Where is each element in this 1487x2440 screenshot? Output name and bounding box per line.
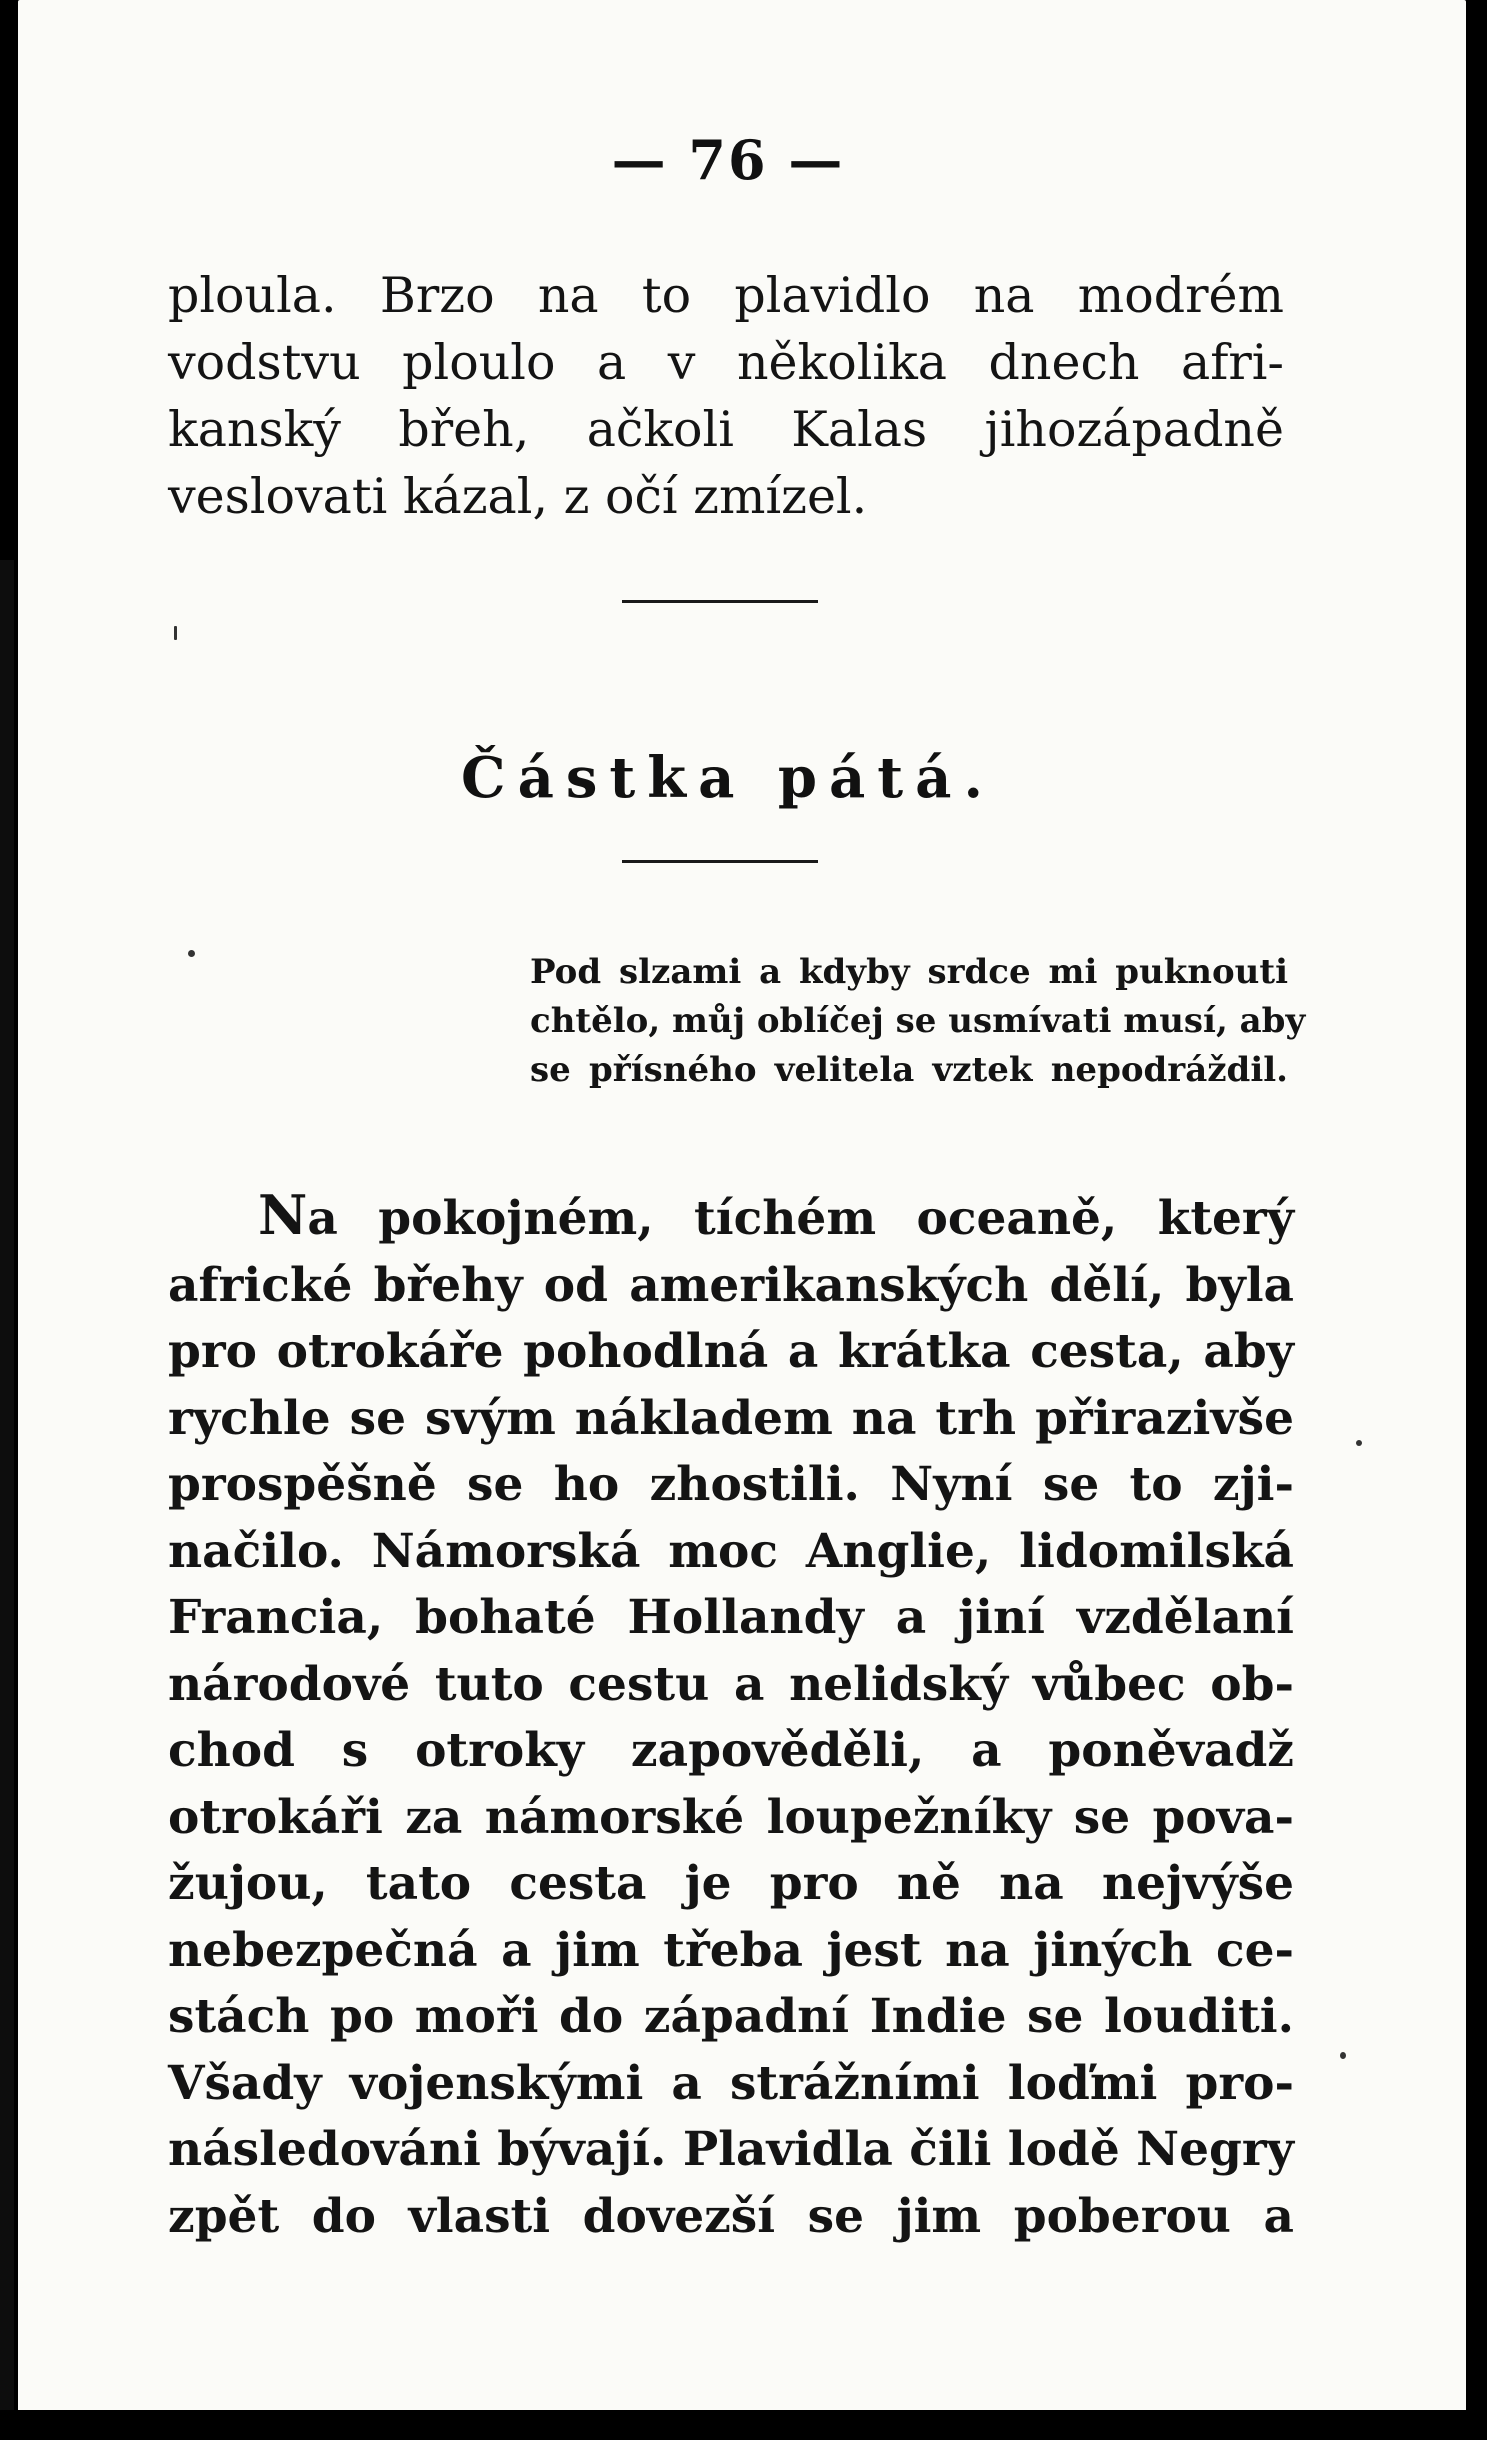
opening-paragraph [168, 262, 1284, 530]
section-divider-top [622, 600, 818, 603]
scan-edge-bottom [0, 2410, 1487, 2440]
text-line [168, 1182, 1294, 1253]
motto-line: chtělo, můj oblíčej se usmívati musí, aby [530, 1001, 1306, 1041]
main-paragraph [168, 1182, 1294, 2250]
scan-edge-left [0, 560, 14, 2440]
text-line: národové tuto cestu a nelidský vůbec ob- [168, 1656, 1294, 1712]
text-line: načilo. Námorská moc Anglie, lidomilská [168, 1523, 1294, 1579]
text-line: kanský břeh, ačkoli Kalas jihozápadně [168, 401, 1284, 458]
text-line: otrokáři za námorské loupežníky se pova- [168, 1789, 1294, 1845]
text-line: chod s otroky zapověděli, a poněvadž [168, 1723, 1294, 1778]
text-line: pro otrokáře pohodlná a krátka cesta, aby [168, 1324, 1294, 1379]
chapter-heading: Částka pátá. [461, 745, 995, 811]
text-line: stách po moři do západní Indie se louditi. [168, 1989, 1294, 2044]
text-line: nebezpečná a jim třeba jest na jiných ce- [168, 1922, 1294, 1978]
print-speck [1340, 2052, 1346, 2059]
book-page [18, 0, 1466, 2414]
print-speck [188, 950, 195, 957]
drop-capital: N [258, 1183, 308, 1247]
text-line: žujou, tato cesta je pro ně na nejvýše [168, 1856, 1294, 1911]
text-line: rychle se svým nákladem na trh přirazivše [168, 1390, 1294, 1446]
section-divider-bottom [622, 860, 818, 863]
text-line: následováni bývají. Plavidla čili lodě Negry [168, 2122, 1294, 2177]
page-number: — 76 — [611, 128, 845, 192]
motto-line: se přísného velitela vztek nepodráždil. [530, 1050, 1288, 1090]
text-line: Všady vojenskými a strážními loďmi pro- [168, 2055, 1294, 2111]
print-speck [174, 626, 177, 640]
text-line: ploula. Brzo na to plavidlo na modrém [168, 267, 1284, 324]
print-speck [1356, 1440, 1362, 1446]
first-line-text: a pokojném, tíchém oceaně, který [307, 1191, 1294, 1246]
text-line: prospěšně se ho zhostili. Nyní se to zji- [168, 1457, 1294, 1512]
text-line: zpět do vlasti dovezší se jim poberou a [168, 2188, 1294, 2244]
chapter-motto [530, 948, 1306, 1095]
text-line: Francia, bohaté Hollandy a jiní vzdělaní [168, 1590, 1294, 1645]
text-line: vodstvu ploulo a v několika dnech afri- [168, 334, 1284, 391]
text-line: africké břehy od amerikanských dělí, byla [168, 1257, 1294, 1313]
text-line: veslovati kázal, z očí zmízel. [168, 468, 868, 525]
motto-line: Pod slzami a kdyby srdce mi puknouti [530, 952, 1288, 992]
